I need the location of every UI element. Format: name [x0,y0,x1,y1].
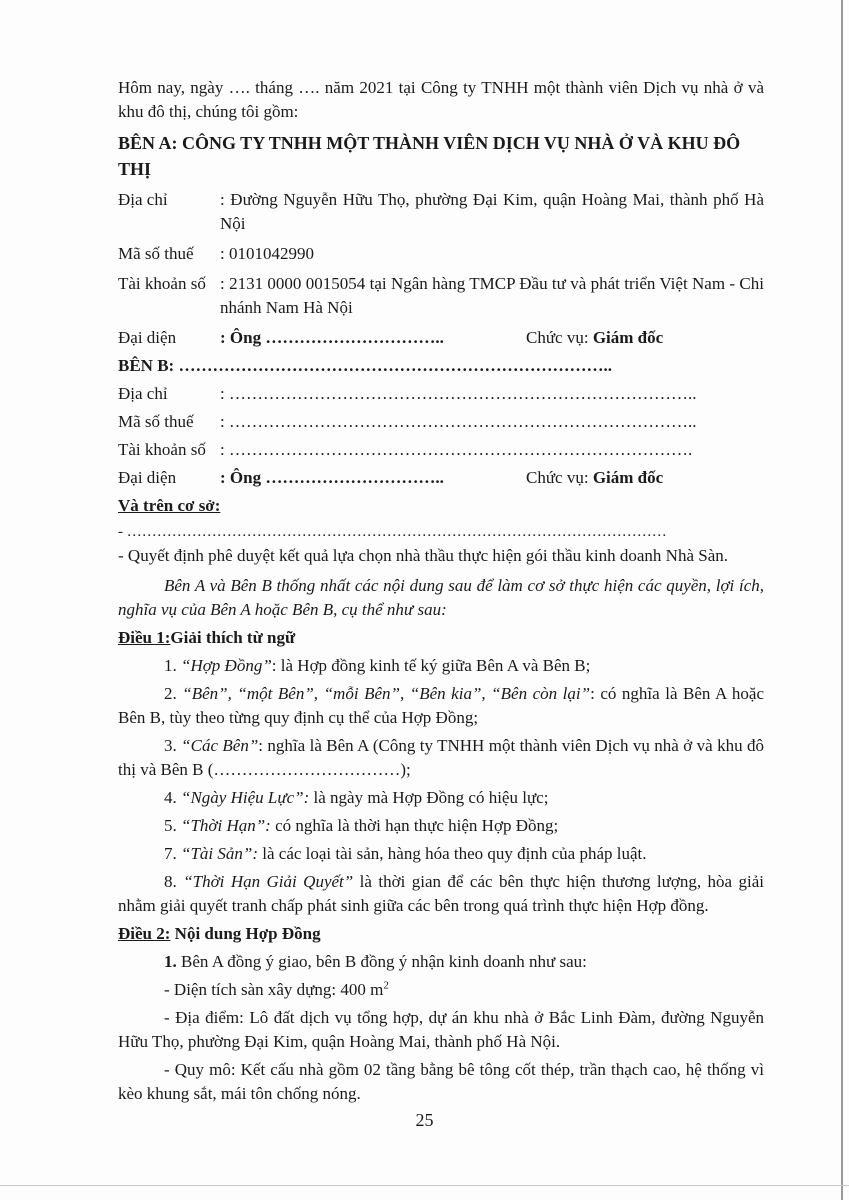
party-b-address-row [118,382,764,406]
party-a-account-value: : 2131 0000 0015054 tại Ngân hàng TMCP Đầu tư và phát triển Việt Nam - Chi nhánh Nam Hà Nội [220,274,764,317]
party-a-account-row [118,272,764,320]
party-b-tax-row [118,410,764,434]
article-1-item-term: “Hợp Đồng” [181,656,272,675]
area-line [118,978,764,1002]
party-a-tax-label: Mã số thuế [118,244,194,263]
party-b-tax-label: Mã số thuế [118,412,194,431]
article-1-item-text: : là Hợp đồng kinh tế ký giữa Bên A và Bên B; [271,656,591,675]
party-b-position [526,466,663,490]
party-b-address-value: : ……………………………………………………………………….. [220,384,697,403]
article-2-item-1-text: Bên A đồng ý giao, bên B đồng ý nhận kinh doanh như sau: [176,952,587,971]
article-1-item-text: : có nghĩa là Bên A hoặc Bên B, tùy theo từng quy định cụ thể của Hợp Đồng; [118,684,764,727]
article-1-title: Giải thích từ ngữ [170,628,296,647]
article-2-label: Điều 2: [118,924,171,943]
article-1-item-num: 8. [164,872,184,891]
article-1-item-text: là các loại tài sản, hàng hóa theo quy định của pháp luật. [258,844,647,863]
party-a-position-label: Chức vụ: [526,328,593,347]
page-number: 25 [415,1110,434,1130]
party-a-heading: BÊN A: CÔNG TY TNHH MỘT THÀNH VIÊN DỊCH VỤ NHÀ Ở VÀ KHU ĐÔ THỊ [118,133,741,179]
article-1-item-term: “Ngày Hiệu Lực”: [181,788,310,807]
area-sup: 2 [383,979,389,992]
party-a-rep-row [118,326,764,350]
party-a-address-row [118,188,764,236]
article-1-item [118,654,764,678]
article-2-item-1-num: 1. [164,952,177,971]
party-b-position-label: Chức vụ: [526,468,593,487]
article-1-item [118,734,764,782]
scale-line: - Quy mô: Kết cấu nhà gồm 02 tầng bằng bê tông cốt thép, trần thạch cao, hệ thống vì kèo khung sắt, mái tôn chống nóng. [118,1060,764,1103]
article-2-item-1 [118,950,764,974]
party-b-rep-value: : Ông ………………………….. [220,468,444,487]
article-1-items [118,654,764,918]
article-1-heading [118,626,764,650]
party-a-account-label: Tài khoản số [118,274,206,293]
area-text: - Diện tích sàn xây dựng: 400 m [164,980,384,999]
article-1-item [118,842,764,866]
location-line: - Địa điểm: Lô đất dịch vụ tổng hợp, dự án khu nhà ở Bắc Linh Đàm, đường Nguyễn Hữu Thọ, phường Đại Kim, quận Hoàng Mai, thành phố Hà Nội. [118,1008,764,1051]
article-2-title: Nội dung Hợp Đồng [170,924,321,943]
party-a-rep-value: : Ông ………………………….. [220,328,444,347]
article-1-item [118,814,764,838]
article-1-item-text: là thời gian để các bên thực hiện thương lượng, hòa giải nhằm giải quyết tranh chấp phát sinh giữa các bên trong quá trình thực hiện Hợp đồng. [118,872,764,915]
party-a-address-value: : Đường Nguyễn Hữu Thọ, phường Đại Kim, quận Hoàng Mai, thành phố Hà Nội [220,190,764,233]
party-a-tax-row [118,242,764,266]
party-a-position-value: Giám đốc [592,328,664,347]
agreement-paragraph: Bên A và Bên B thống nhất các nội dung sau để làm cơ sở thực hiện các quyền, lợi ích, nghĩa vụ của Bên A hoặc Bên B, cụ thể như sau: [118,576,764,619]
article-1-item-term: “Bên”, “một Bên”, “mỗi Bên”, “Bên kia”, “Bên còn lại” [182,684,591,703]
article-1-item-num: 1. [164,656,181,675]
article-1-item-term: “Thời Hạn Giải Quyết” [183,872,354,891]
party-a-position [526,326,663,350]
party-b-rep-label: Đại diện [118,468,177,487]
article-1-item-term: “Thời Hạn”: [181,816,271,835]
article-1-item-text: có nghĩa là thời hạn thực hiện Hợp Đồng; [270,816,559,835]
article-1-item-term: “Tài Sản”: [181,844,258,863]
party-b-position-value: Giám đốc [592,468,664,487]
party-a-address-label: Địa chỉ [118,190,168,209]
basis-item-2: - Quyết định phê duyệt kết quả lựa chọn nhà thầu thực hiện gói thầu kinh doanh Nhà Sàn. [118,546,728,565]
party-b-tax-value: : ……………………………………………………………………….. [220,412,697,431]
article-1-item-text: : nghĩa là Bên A (Công ty TNHH một thành viên Dịch vụ nhà ở và khu đô thị và Bên B (……………………………); [118,736,764,779]
article-1-item-term: “Các Bên” [181,736,259,755]
basis-item-1: - ……………………………………………………………………………………………… [118,524,667,540]
party-b-account-value: : ………………………………………………………………………. [220,440,693,459]
intro-paragraph: Hôm nay, ngày …. tháng …. năm 2021 tại Công ty TNHH một thành viên Dịch vụ nhà ở và khu đô thị, chúng tôi gồm: [118,78,764,121]
document-body [118,76,764,1110]
article-1-item [118,682,764,730]
article-1-item-num: 7. [164,844,181,863]
article-1-item-text: là ngày mà Hợp Đồng có hiệu lực; [309,788,549,807]
party-b-account-row [118,438,764,462]
article-1-label: Điều 1: [118,628,171,647]
scan-edge-bottom [0,1185,849,1186]
party-b-address-label: Địa chỉ [118,384,168,403]
party-a-tax-value: : 0101042990 [220,244,314,263]
basis-heading: Và trên cơ sở: [118,496,221,515]
article-1-item-num: 2. [164,684,183,703]
article-1-item [118,786,764,810]
article-1-item-num: 3. [164,736,182,755]
party-b-account-label: Tài khoản số [118,440,206,459]
article-1-item-num: 5. [164,816,181,835]
party-b-heading: BÊN B: ………………………………………………………………….. [118,356,612,375]
party-a-rep-label: Đại diện [118,328,177,347]
party-b-rep-row [118,466,764,490]
article-2-heading [118,922,764,946]
article-1-item [118,870,764,918]
article-1-item-num: 4. [164,788,181,807]
scan-edge [841,0,843,1200]
